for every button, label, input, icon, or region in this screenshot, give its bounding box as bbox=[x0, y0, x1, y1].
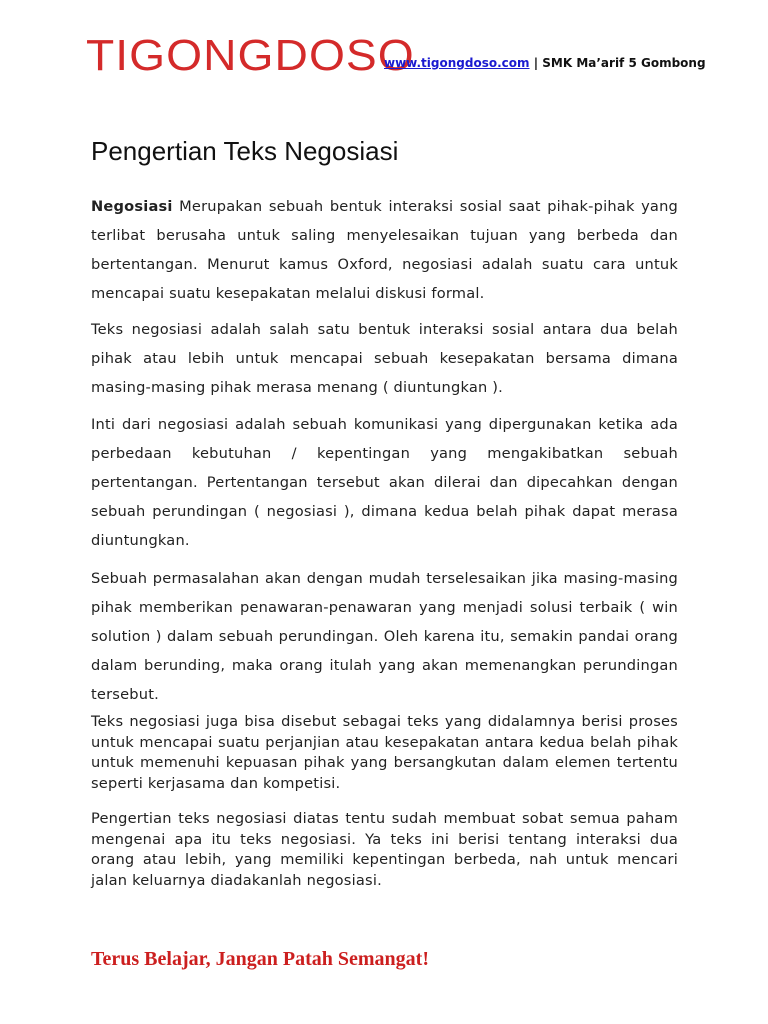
website-link[interactable]: www.tigongdoso.com bbox=[384, 56, 530, 70]
paragraph-kesimpulan: Pengertian teks negosiasi diatas tentu sudah membuat sobat semua paham mengenai apa itu teks negosiasi. Ya teks ini berisi tentang interaksi dua orang atau lebih, yang memiliki kepentingan berbeda, nah untuk mencari jalan keluarnya diadakanlah negosiasi. bbox=[91, 810, 678, 889]
lead-word: Negosiasi bbox=[91, 198, 173, 215]
school-name: SMK Ma’arif 5 Gombong bbox=[542, 56, 706, 70]
paragraph-teks-negosiasi: Teks negosiasi adalah salah satu bentuk interaksi sosial antara dua belah pihak atau lebih untuk mencapai sebuah kesepakatan bersama dimana masing-masing pihak merasa menang ( diuntungkan ). bbox=[91, 321, 678, 396]
paragraph-definition-text: Merupakan sebuah bentuk interaksi sosial saat pihak-pihak yang terlibat berusaha untuk saling menyelesaikan tujuan yang berbeda dan bertentangan. Menurut kamus Oxford, negosiasi adalah suatu cara untuk mencapai suatu kesepakatan melalui diskusi formal. bbox=[91, 198, 678, 302]
page-header bbox=[86, 31, 706, 84]
header-separator: | bbox=[529, 56, 543, 70]
paragraph-definition bbox=[91, 192, 678, 308]
page-title: Pengertian Teks Negosiasi bbox=[91, 136, 399, 166]
paragraph-inti: Inti dari negosiasi adalah sebuah komunikasi yang dipergunakan ketika ada perbedaan kebutuhan / kepentingan yang mengakibatkan sebuah pertentangan. Pertentangan tersebut akan dilerai dan dipecahkan dengan sebuah perundingan ( negosiasi ), dimana kedua belah pihak dapat merasa diuntungkan. bbox=[91, 416, 678, 549]
closing-motto: Terus Belajar, Jangan Patah Semangat! bbox=[91, 948, 429, 970]
paragraph-proses: Teks negosiasi juga bisa disebut sebagai teks yang didalamnya berisi proses untuk mencapai suatu perjanjian atau kesepakatan antara kedua belah pihak untuk memenuhi kepuasan pihak yang bersangkutan dalam elemen tertentu seperti kerjasama dan kompetisi. bbox=[91, 713, 678, 792]
brand-logo: TIGONGDOSO bbox=[86, 31, 415, 80]
paragraph-permasalahan: Sebuah permasalahan akan dengan mudah terselesaikan jika masing-masing pihak memberikan penawaran-penawaran yang menjadi solusi terbaik ( win solution ) dalam sebuah perundingan. Oleh karena itu, semakin pandai orang dalam berunding, maka orang itulah yang akan memenangkan perundingan tersebut. bbox=[91, 570, 678, 703]
site-info bbox=[384, 56, 706, 70]
